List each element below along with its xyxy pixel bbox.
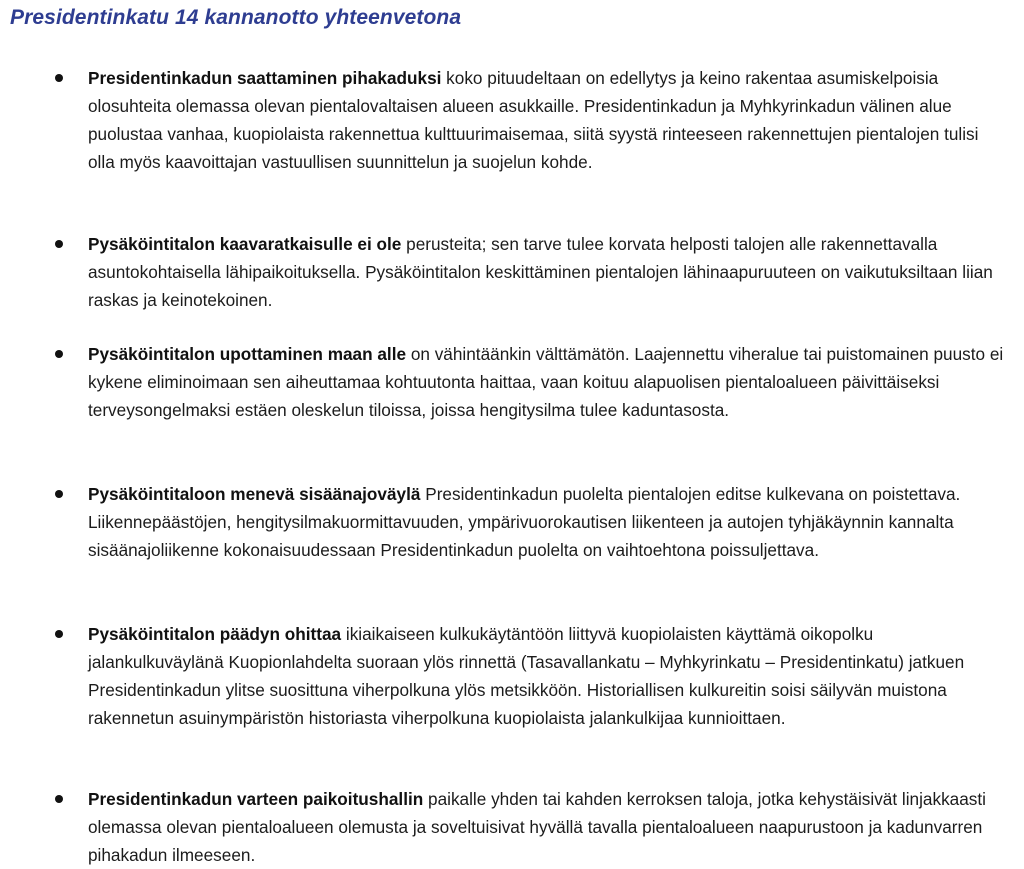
- body-text: perusteita; sen tarve tulee korvata helposti talojen alle rakennettavalla asuntokohtaisella lähipaikoituksella. Pysäköintitalon keskittäminen pientalojen lähinaapuruuteen on vaikutuksiltaan liian raskas ja keinotekoinen.: [88, 234, 993, 310]
- paragraph: [88, 480, 1004, 564]
- paragraph: [88, 64, 1004, 176]
- bullet-icon: [55, 350, 63, 358]
- bold-lead-text: Pysäköintitaloon menevä sisäänajoväylä: [88, 484, 421, 504]
- body-text: paikalle yhden tai kahden kerroksen taloja, jotka kehystäisivät linjakkaasti olemassa olevan pientaloalueen olemusta ja soveltuisivat hyvällä tavalla pientaloalueen naapurustoon ja kadunvarren pihakadun ilmeeseen.: [88, 789, 986, 865]
- bold-lead-text: Presidentinkadun varteen paikoitushallin: [88, 789, 424, 809]
- bullet-icon: [55, 795, 63, 803]
- document-title: Presidentinkatu 14 kannanotto yhteenvetona: [10, 6, 462, 29]
- bullet-icon: [55, 490, 63, 498]
- bold-lead-text: Presidentinkadun saattaminen pihakaduksi: [88, 68, 442, 88]
- body-text: koko pituudeltaan on edellytys ja keino rakentaa asumiskelpoisia olosuhteita olemassa olevan pientalovaltaisen alueen asukkaille. Presidentinkadun ja Myhkyrinkadun välinen alue puolustaa vanhaa, kuopiolaista rakennettua kulttuurimaisemaa, siitä syystä rinteeseen rakennettujen pientalojen tulisi olla myös kaavoittajan vastuullisen suunnittelun ja suojelun kohde.: [88, 68, 979, 172]
- bold-lead-text: Pysäköintitalon upottaminen maan alle: [88, 344, 407, 364]
- bullet-icon: [55, 240, 63, 248]
- paragraph: [88, 785, 1004, 869]
- body-text: Presidentinkadun puolelta pientalojen editse kulkevana on poistettava. Liikennepäästöjen, hengitysilmakuormittavuuden, ympärivuorokautisen liikenteen ja autojen tyhjäkäynnin kannalta sisäänajoliikenne kokonaisuudessaan Presidentinkadun puolelta on vaihtoehtona poissuljettava.: [88, 484, 961, 560]
- body-text: on vähintäänkin välttämätön. Laajennettu viheralue tai puistomainen puusto ei kykene eliminoimaan sen aiheuttamaa kohtuutonta haittaa, vaan koituu alapuolisen pientaloalueen päivittäiseksi terveysongelmaksi estäen oleskelun tiloissa, joissa hengitysilma tulee kaduntasosta.: [88, 344, 1004, 420]
- paragraph: [88, 340, 1004, 424]
- bold-lead-text: Pysäköintitalon päädyn ohittaa: [88, 624, 342, 644]
- paragraph: [88, 230, 1004, 314]
- paragraph: [88, 620, 1004, 732]
- bullet-icon: [55, 630, 63, 638]
- bold-lead-text: Pysäköintitalon kaavaratkaisulle ei ole: [88, 234, 402, 254]
- body-text: ikiaikaiseen kulkukäytäntöön liittyvä kuopiolaisten käyttämä oikopolku jalankulkuväylänä Kuopionlahdelta suoraan ylös rinnettä (Tasavallankatu – Myhkyrinkatu – Presidentinkatu) jatkuen Presidentinkadun ylitse suosittuna viherpolkuna ylös metsikköön. Historiallisen kulkureitin soisi säilyvän muistona rakennetun asuinympäristön historiasta viherpolkuna kuopiolaista jalankulkijaa kunnioittaen.: [88, 624, 965, 728]
- bullet-icon: [55, 74, 63, 82]
